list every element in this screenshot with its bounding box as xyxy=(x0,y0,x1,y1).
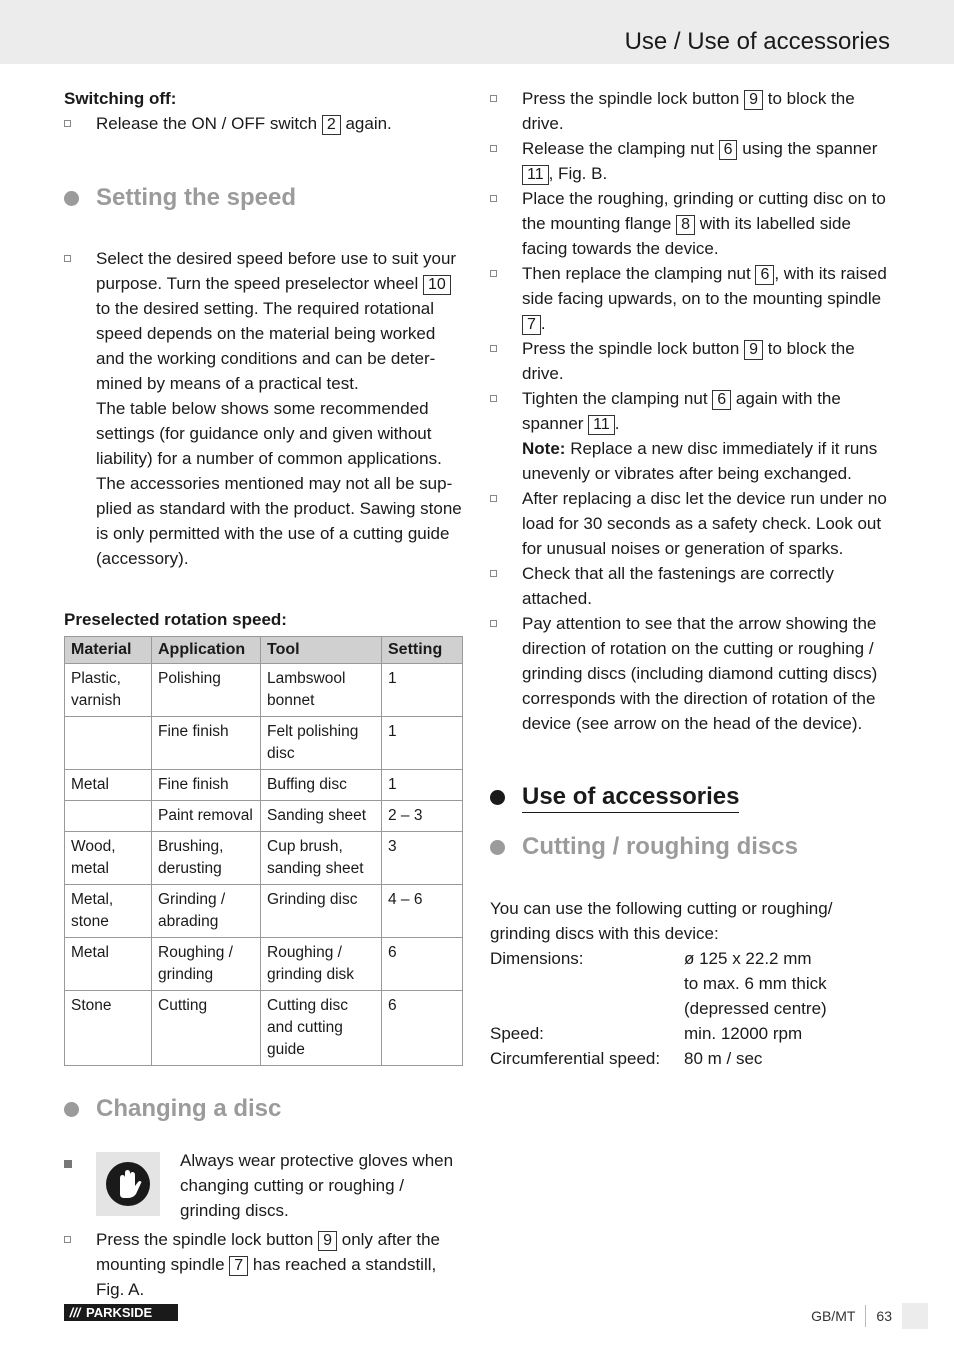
bullet-dot-icon xyxy=(64,191,79,206)
list-item: After replacing a disc let the device run under no load for 30 seconds as a safety check. Look out for unusual noises or generation of sparks. xyxy=(490,486,890,561)
square-bullet-icon xyxy=(490,95,497,102)
paragraph: The table below shows some recommended settings (for guidance only and given without liability) for a number of common applications. The accessories mentioned may not all be sup-plied as standard with the product. Sawing stone is only permitted with the use of a cutting guide (accessory). xyxy=(96,399,462,568)
table-row: Metal Fine finish Buffing disc 1 xyxy=(65,770,463,801)
page-title: Use / Use of accessories xyxy=(624,28,890,55)
cutting-intro: You can use the following cutting or roughing/ grinding discs with this device: xyxy=(490,899,833,943)
ref-box: 6 xyxy=(755,265,774,285)
spec-row: Speed: min. 12000 rpm xyxy=(490,1024,803,1043)
gloves-icon xyxy=(96,1152,160,1216)
section-heading-cutting-discs: Cutting / roughing discs xyxy=(490,832,890,862)
switching-off-heading: Switching off: xyxy=(64,89,177,108)
table-row: Metal, stone Grinding / abrading Grinding disc 4 – 6 xyxy=(65,885,463,938)
right-column xyxy=(490,86,890,1071)
square-bullet-icon xyxy=(490,145,497,152)
ref-box: 6 xyxy=(712,390,731,410)
list-item: Release the clamping nut 6 using the spanner 11 , Fig. B. xyxy=(490,136,890,186)
list-item: Press the spindle lock button 9 to block the drive. xyxy=(490,86,890,136)
list-item: Release the ON / OFF switch 2 again. xyxy=(64,111,464,136)
square-bullet-icon xyxy=(490,395,497,402)
ref-box: 9 xyxy=(744,90,763,110)
spec-row: Dimensions: ø 125 x 22.2 mm xyxy=(490,949,812,968)
square-bullet-icon xyxy=(490,620,497,627)
list-item: Then replace the clamping nut 6 , with its raised side facing upwards, on to the mounting spindle 7 . xyxy=(490,261,890,336)
note-text: Replace a new disc immediately if it runs unevenly or vibrates after being exchanged. xyxy=(522,439,878,483)
list-item: Pay attention to see that the arrow showing the direction of rotation on the cutting or roughing / grinding discs (including diamond cutting discs) corresponds with the direction of rotation of the device (see arrow on the head of the device). xyxy=(490,611,890,736)
square-bullet-icon xyxy=(64,255,71,262)
page-tab-marker xyxy=(902,1303,928,1329)
table-row: Stone Cutting Cutting disc and cutting guide 6 xyxy=(65,991,463,1066)
gloves-text: Always wear protective gloves when changing cutting or roughing / grinding discs. xyxy=(180,1151,454,1220)
spec-row: (depressed centre) xyxy=(684,999,827,1018)
section-heading-changing-disc: Changing a disc xyxy=(64,1094,464,1124)
square-bullet-icon xyxy=(64,1236,71,1243)
list-item: Select the desired speed before use to suit your purpose. Turn the speed preselector wheel 10 to the desired setting. The required rotational speed depends on the material being worked and the working conditions and can be deter-mined by means of a practical test. The table below shows some recommended settings (for guidance only and given without liability) for a number of common applications. The accessories mentioned may not all be sup-plied as standard with the product. Sawing stone is only permitted with the use of a cutting guide (accessory). xyxy=(64,246,464,571)
square-bullet-icon xyxy=(64,120,71,127)
bullet-dot-icon xyxy=(490,790,505,805)
spec-row: to max. 6 mm thick xyxy=(684,974,827,993)
square-bullet-icon xyxy=(490,345,497,352)
language-code: GB/MT xyxy=(811,1308,856,1324)
table-row: Paint removal Sanding sheet 2 – 3 xyxy=(65,801,463,832)
table-row: Plastic, varnish Polishing Lambswool bonnet 1 xyxy=(65,664,463,717)
gloves-warning xyxy=(64,1152,464,1227)
square-bullet-icon xyxy=(490,495,497,502)
ref-box: 7 xyxy=(229,1256,248,1276)
page-number: 63 xyxy=(876,1308,892,1324)
ref-box: 6 xyxy=(719,140,738,160)
bullet-dot-icon xyxy=(490,840,505,855)
table-row: Metal Roughing / grinding Roughing / grinding disk 6 xyxy=(65,938,463,991)
spec-row: Circumferential speed: 80 m / sec xyxy=(490,1049,763,1068)
section-heading-setting-speed: Setting the speed xyxy=(64,183,464,213)
column-header: Setting xyxy=(382,637,463,664)
list-item: Tighten the clamping nut 6 again with the spanner 11 . Note: Replace a new disc immediately if it runs unevenly or vibrates after being exchanged. xyxy=(490,386,890,486)
ref-box: 9 xyxy=(318,1231,337,1251)
logo-stripes-icon: /// xyxy=(69,1305,81,1320)
ref-box: 2 xyxy=(322,115,341,135)
table-header-row xyxy=(65,637,463,664)
parkside-logo: /// PARKSIDE xyxy=(64,1304,178,1321)
section-heading-use-of-accessories: Use of accessories xyxy=(490,782,890,812)
ref-box: 11 xyxy=(522,165,549,185)
square-bullet-icon xyxy=(490,570,497,577)
column-header: Application xyxy=(152,637,261,664)
list-item: Place the roughing, grinding or cutting disc on to the mounting flange 8 with its labelled side facing towards the device. xyxy=(490,186,890,261)
square-bullet-icon xyxy=(490,270,497,277)
column-header: Tool xyxy=(261,637,382,664)
ref-box: 11 xyxy=(588,415,615,435)
ref-box: 8 xyxy=(676,215,695,235)
table-row: Wood, metal Brushing, derusting Cup brush, sanding sheet 3 xyxy=(65,832,463,885)
list-item: Press the spindle lock button 9 to block the drive. xyxy=(490,336,890,386)
bullet-dot-icon xyxy=(64,1102,79,1117)
filled-square-bullet-icon xyxy=(64,1160,72,1168)
divider xyxy=(865,1305,866,1327)
speed-table xyxy=(64,636,463,1066)
ref-box: 9 xyxy=(744,340,763,360)
ref-box: 10 xyxy=(423,275,451,295)
table-row: Fine finish Felt polishing disc 1 xyxy=(65,717,463,770)
footer-pagination xyxy=(811,1303,928,1329)
preselected-heading: Preselected rotation speed: xyxy=(64,610,287,629)
left-column xyxy=(64,86,464,1302)
square-bullet-icon xyxy=(490,195,497,202)
ref-box: 7 xyxy=(522,315,541,335)
list-item: Check that all the fastenings are correctly attached. xyxy=(490,561,890,611)
column-header: Material xyxy=(65,637,152,664)
list-item: Press the spindle lock button 9 only after the mounting spindle 7 has reached a standstill, Fig. A. xyxy=(64,1227,464,1302)
note-label: Note: xyxy=(522,439,566,458)
